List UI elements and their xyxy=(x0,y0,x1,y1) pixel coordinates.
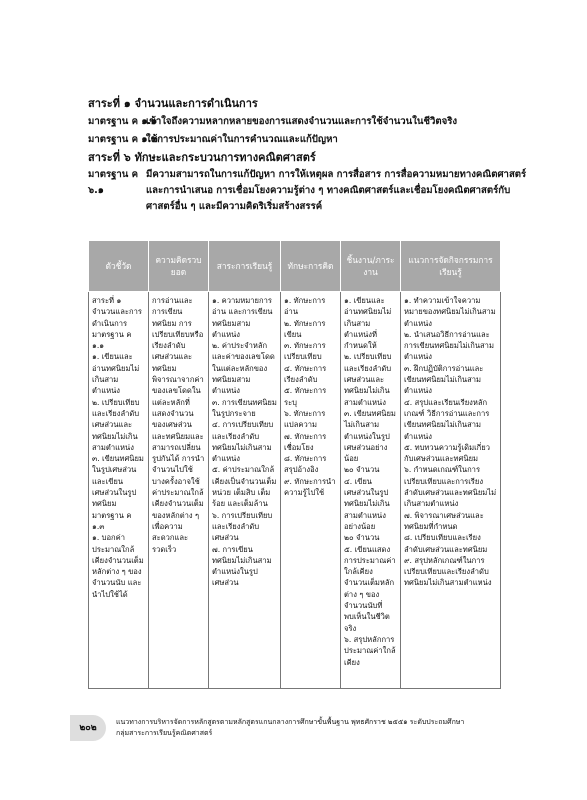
page-number: ๒๐๒ xyxy=(70,715,106,741)
header-thinking-skills: ทักษะการคิด xyxy=(281,241,341,292)
strand-1-title: สาระที่ ๑ จำนวนและการดำเนินการ xyxy=(88,97,258,110)
curriculum-table xyxy=(88,240,501,689)
footer-line-2: กลุ่มสาระการเรียนรู้คณิตศาสตร์ xyxy=(116,729,213,737)
table-header-row xyxy=(89,241,501,292)
header-content: สาระการเรียนรู้ xyxy=(209,241,281,292)
standard-text: เข้าใจถึงความหลากหลายของการแสดงจำนวนและการใช้จำนวนในชีวิตจริง xyxy=(146,116,458,127)
header-concept: ความคิดรวบยอด xyxy=(149,241,209,292)
standard-text: ใช้การประมาณค่าในการคำนวณและแก้ปัญหา xyxy=(146,134,338,145)
cell-indicators: สาระที่ ๑ จำนวนและการดำเนินการ มาตรฐาน ค ๑.๑ ๑. เขียนและอ่านทศนิยมไม่เกินสามตำแหน่ง ๒. เปรียบเทียบและเรียงลำดับเศษส่วนและทศนิยมไม่เกินสามตำแหน่ง ๓. เขียนทศนิยมในรูปเศษส่วนและเขียนเศษส่วนในรูปทศนิยม มาตรฐาน ค ๑.๓ ๑. บอกค่าประมาณใกล้เคียงจำนวนเต็มหลักต่าง ๆ ของจำนวนนับ และนำไปใช้ได้ xyxy=(89,292,149,689)
header-indicators: ตัวชี้วัด xyxy=(89,241,149,292)
header-activities: แนวการจัดกิจกรรมการเรียนรู้ xyxy=(401,241,501,292)
cell-tasks: ๑. เขียนและอ่านทศนิยมไม่เกินสามตำแหน่งที่กำหนดให้ ๒. เปรียบเทียบและเรียงลำดับเศษส่วนและทศนิยมไม่เกินสามตำแหน่ง ๓. เขียนทศนิยมไม่เกินสามตำแหน่งในรูปเศษส่วนอย่างน้อย ๒๐ จำนวน ๔. เขียนเศษส่วนในรูปทศนิยมไม่เกินสามตำแหน่งอย่างน้อย ๒๐ จำนวน ๕. เขียนแสดงการประมาณค่าใกล้เคียงจำนวนเต็มหลักต่าง ๆ ของจำนวนนับที่พบเห็นในชีวิตจริง ๖. สรุปหลักการประมาณค่าใกล้เคียง xyxy=(341,292,401,689)
footer-line-1: แนวทางการบริหารจัดการหลักสูตรตามหลักสูตรแกนกลางการศึกษาขั้นพื้นฐาน พุทธศักราช ๒๕๕๑ ระดับประถมศึกษา xyxy=(116,718,465,726)
page-footer xyxy=(70,715,510,745)
table-row xyxy=(89,292,501,689)
standard-1-1 xyxy=(88,113,528,131)
standard-code: มาตรฐาน ค ๑.๑ xyxy=(88,116,158,127)
footer-text xyxy=(116,717,464,739)
standard-1-3 xyxy=(88,131,528,149)
standard-6-1 xyxy=(88,167,528,215)
cell-concept: การอ่านและการเขียนทศนิยม การเปรียบเทียบหรือเรียงลำดับเศษส่วนและทศนิยมพิจารณาจากค่าของเลขโดดในแต่ละหลักที่แสดงจำนวนของเศษส่วนและทศนิยมและสามารถเปลี่ยนรูปกันได้ การนำจำนวนไปใช้บางครั้งอาจใช้ค่าประมาณใกล้เคียงจำนวนเต็มของหลักต่าง ๆ เพื่อความสะดวกและรวดเร็ว xyxy=(149,292,209,689)
cell-activities: ๑. ทำความเข้าใจความหมายของทศนิยมไม่เกินสามตำแหน่ง ๒. นำเสนอวิธีการอ่านและการเขียนทศนิยมไม่เกินสามตำแหน่ง ๓. ฝึกปฏิบัติการอ่านและเขียนทศนิยมไม่เกินสามตำแหน่ง ๔. สรุปและเรียนเรียงหลักเกณฑ์ วิธีการอ่านและการเขียนทศนิยมไม่เกินสามตำแหน่ง ๕. ทบทวนความรู้เดิมเกี่ยวกับเศษส่วนและทศนิยม ๖. กำหนดเกณฑ์ในการเปรียบเทียบและการเรียงลำดับเศษส่วนและทศนิยมไม่เกินสามตำแหน่ง ๗. พิจารณาเศษส่วนและทศนิยมที่กำหนด ๘. เปรียบเทียบและเรียงลำดับเศษส่วนและทศนิยม ๙. สรุปหลักเกณฑ์ในการเปรียบเทียบและเรียงลำดับทศนิยมไม่เกินสามตำแหน่ง xyxy=(401,292,501,689)
standard-code: มาตรฐาน ค ๖.๑ xyxy=(88,169,139,196)
cell-content: ๑. ความหมายการอ่าน และการเขียนทศนิยมสามตำแหน่ง ๒. ค่าประจำหลัก และค่าของเลขโดดในแต่ละหลักของทศนิยมสามตำแหน่ง ๓. การเขียนทศนิยมในรูปกระจาย ๔. การเปรียบเทียบและเรียงลำดับทศนิยมไม่เกินสามตำแหน่ง ๕. ค่าประมาณใกล้เคียงเป็นจำนวนเต็มหน่วย เต็มสิบ เต็มร้อย และเต็มล้าน ๖. การเปรียบเทียบและเรียงลำดับเศษส่วน ๗. การเขียนทศนิยมไม่เกินสามตำแหน่งในรูปเศษส่วน xyxy=(209,292,281,689)
strand-6-title: สาระที่ ๖ ทักษะและกระบวนการทางคณิตศาสตร์ xyxy=(88,151,316,164)
section-headings xyxy=(88,95,528,215)
cell-thinking-skills: ๑. ทักษะการอ่าน ๒. ทักษะการเขียน ๓. ทักษะการเปรียบเทียบ ๔. ทักษะการเรียงลำดับ ๕. ทักษะการระบุ ๖. ทักษะการแปลความ ๗. ทักษะการเชื่อมโยง ๘. ทักษะการสรุปอ้างอิง ๙. ทักษะการนำความรู้ไปใช้ xyxy=(281,292,341,689)
standard-text: มีความสามารถในการแก้ปัญหา การให้เหตุผล การสื่อสาร การสื่อความหมายทางคณิตศาสตร์ และการนำเสนอ การเชื่อมโยงความรู้ต่าง ๆ ทางคณิตศาสตร์และเชื่อมโยงคณิตศาสตร์กับศาสตร์อื่น ๆ และมีความคิดริเริ่มสร้างสรรค์ xyxy=(146,169,527,212)
standard-code: มาตรฐาน ค ๑.๓ xyxy=(88,134,158,145)
header-tasks: ชิ้นงาน/ภาระงาน xyxy=(341,241,401,292)
